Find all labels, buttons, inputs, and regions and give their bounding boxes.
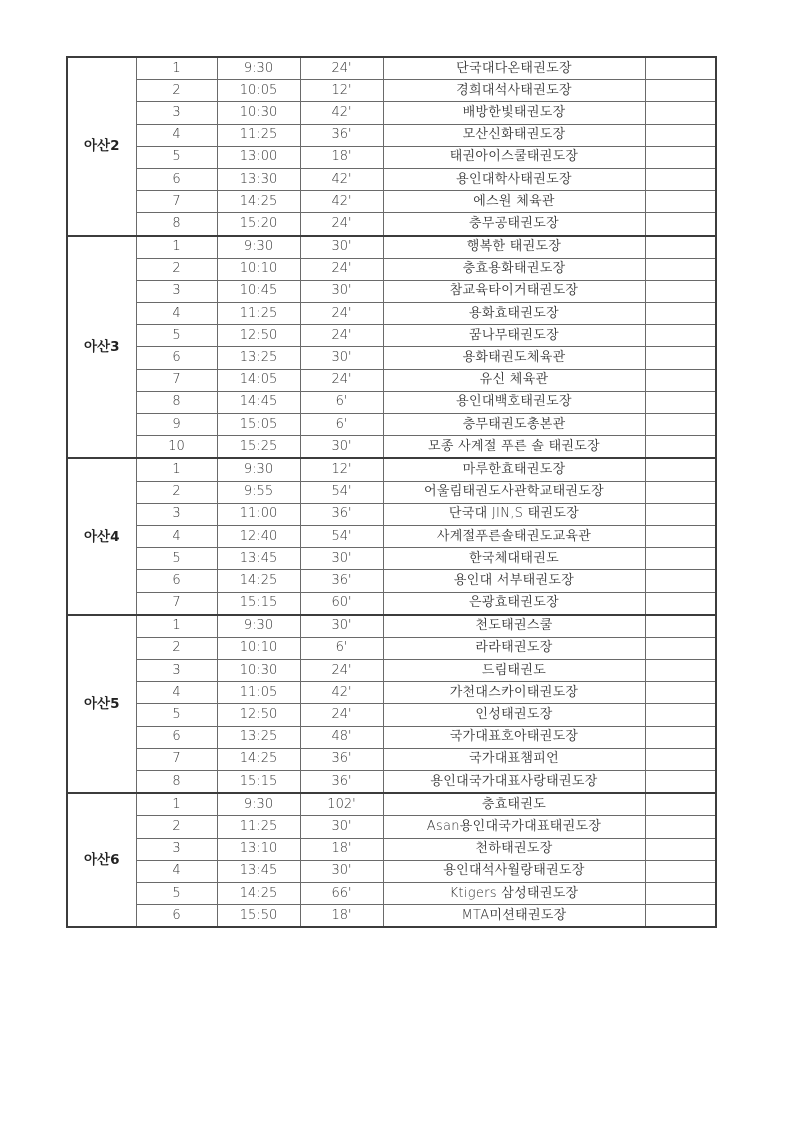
dojang-name-cell: 국가대표호아태권도장 [383,726,645,748]
duration-cell: 30' [300,816,383,838]
group-label: 아산3 [67,236,136,459]
time-cell: 15:15 [217,771,300,794]
table-row [67,748,716,770]
note-cell [645,838,716,860]
note-cell [645,860,716,882]
order-cell: 4 [136,525,217,547]
time-cell: 10:10 [217,637,300,659]
order-cell: 5 [136,882,217,904]
time-cell: 15:25 [217,436,300,459]
time-cell: 10:30 [217,102,300,124]
note-cell [645,57,716,80]
table-row [67,80,716,102]
time-cell: 9:55 [217,481,300,503]
table-row [67,882,716,904]
time-cell: 11:25 [217,303,300,325]
note-cell [645,771,716,794]
order-cell: 5 [136,146,217,168]
table-row [67,525,716,547]
order-cell: 3 [136,102,217,124]
dojang-name-cell: 모종 사계절 푸른 솔 태권도장 [383,436,645,459]
note-cell [645,391,716,413]
dojang-name-cell: 충무공태권도장 [383,213,645,236]
time-cell: 13:25 [217,726,300,748]
note-cell [645,191,716,213]
time-cell: 11:25 [217,124,300,146]
note-cell [645,258,716,280]
time-cell: 9:30 [217,236,300,259]
table-row [67,481,716,503]
note-cell [645,882,716,904]
duration-cell: 42' [300,191,383,213]
note-cell [645,748,716,770]
duration-cell: 30' [300,347,383,369]
table-row [67,347,716,369]
dojang-name-cell: 충효용화태권도장 [383,258,645,280]
duration-cell: 102' [300,793,383,816]
time-cell: 13:45 [217,548,300,570]
table-row [67,213,716,236]
note-cell [645,660,716,682]
dojang-name-cell: 에스원 체육관 [383,191,645,213]
group-label: 아산5 [67,615,136,794]
note-cell [645,124,716,146]
order-cell: 6 [136,347,217,369]
table-row [67,615,716,638]
time-cell: 9:30 [217,57,300,80]
order-cell: 7 [136,592,217,615]
note-cell [645,414,716,436]
note-cell [645,325,716,347]
table-row [67,168,716,190]
dojang-name-cell: 인성태권도장 [383,704,645,726]
duration-cell: 6' [300,414,383,436]
table-row [67,682,716,704]
order-cell: 3 [136,838,217,860]
order-cell: 7 [136,369,217,391]
duration-cell: 36' [300,748,383,770]
duration-cell: 30' [300,280,383,302]
time-cell: 14:25 [217,191,300,213]
order-cell: 4 [136,860,217,882]
dojang-name-cell: 꿈나무태권도장 [383,325,645,347]
group-label: 아산2 [67,57,136,236]
duration-cell: 42' [300,682,383,704]
dojang-name-cell: 은광효태권도장 [383,592,645,615]
note-cell [645,236,716,259]
order-cell: 4 [136,682,217,704]
dojang-name-cell: 태권아이스쿨태권도장 [383,146,645,168]
table-row [67,458,716,481]
order-cell: 8 [136,391,217,413]
duration-cell: 36' [300,124,383,146]
duration-cell: 6' [300,391,383,413]
dojang-name-cell: 국가대표챔피언 [383,748,645,770]
table-row [67,258,716,280]
duration-cell: 24' [300,325,383,347]
order-cell: 1 [136,458,217,481]
note-cell [645,682,716,704]
duration-cell: 60' [300,592,383,615]
note-cell [645,637,716,659]
duration-cell: 24' [300,660,383,682]
time-cell: 13:10 [217,838,300,860]
time-cell: 10:45 [217,280,300,302]
order-cell: 2 [136,637,217,659]
dojang-name-cell: 용인대백호태권도장 [383,391,645,413]
order-cell: 7 [136,748,217,770]
dojang-name-cell: 충효태권도 [383,793,645,816]
order-cell: 6 [136,726,217,748]
table-row [67,146,716,168]
dojang-name-cell: 가천대스카이태권도장 [383,682,645,704]
note-cell [645,570,716,592]
duration-cell: 42' [300,102,383,124]
dojang-name-cell: Asan용인대국가대표태권도장 [383,816,645,838]
table-row [67,57,716,80]
dojang-name-cell: 용인대 서부태권도장 [383,570,645,592]
order-cell: 3 [136,280,217,302]
duration-cell: 36' [300,503,383,525]
time-cell: 12:40 [217,525,300,547]
order-cell: 2 [136,258,217,280]
dojang-name-cell: 충무태권도총본관 [383,414,645,436]
dojang-name-cell: 용인대학사태권도장 [383,168,645,190]
note-cell [645,525,716,547]
table-row [67,793,716,816]
time-cell: 11:05 [217,682,300,704]
table-row [67,124,716,146]
table-row [67,325,716,347]
duration-cell: 24' [300,258,383,280]
duration-cell: 12' [300,458,383,481]
note-cell [645,80,716,102]
dojang-name-cell: 유신 체육관 [383,369,645,391]
order-cell: 6 [136,905,217,928]
order-cell: 6 [136,570,217,592]
duration-cell: 54' [300,525,383,547]
duration-cell: 12' [300,80,383,102]
duration-cell: 18' [300,838,383,860]
note-cell [645,347,716,369]
dojang-name-cell: 용인대석사월랑태권도장 [383,860,645,882]
note-cell [645,458,716,481]
note-cell [645,168,716,190]
duration-cell: 30' [300,615,383,638]
note-cell [645,280,716,302]
order-cell: 2 [136,481,217,503]
time-cell: 12:50 [217,704,300,726]
dojang-name-cell: 경희대석사태권도장 [383,80,645,102]
table-row [67,503,716,525]
dojang-name-cell: 용화효태권도장 [383,303,645,325]
table-row [67,905,716,928]
table-row [67,303,716,325]
group-label: 아산4 [67,458,136,614]
dojang-name-cell: 드림태권도 [383,660,645,682]
schedule-table [66,56,717,928]
time-cell: 14:25 [217,882,300,904]
time-cell: 13:25 [217,347,300,369]
order-cell: 5 [136,704,217,726]
duration-cell: 24' [300,57,383,80]
table-row [67,637,716,659]
order-cell: 1 [136,793,217,816]
time-cell: 14:25 [217,570,300,592]
dojang-name-cell: 천하태권도장 [383,838,645,860]
dojang-name-cell: 마루한효태권도장 [383,458,645,481]
time-cell: 15:15 [217,592,300,615]
duration-cell: 18' [300,146,383,168]
dojang-name-cell: Ktigers 삼성태권도장 [383,882,645,904]
duration-cell: 24' [300,213,383,236]
duration-cell: 24' [300,369,383,391]
note-cell [645,303,716,325]
time-cell: 11:25 [217,816,300,838]
time-cell: 10:30 [217,660,300,682]
table-row [67,236,716,259]
duration-cell: 54' [300,481,383,503]
note-cell [645,816,716,838]
group-label: 아산6 [67,793,136,927]
table-row [67,414,716,436]
note-cell [645,102,716,124]
dojang-name-cell: MTA미션태권도장 [383,905,645,928]
note-cell [645,905,716,928]
order-cell: 8 [136,213,217,236]
duration-cell: 66' [300,882,383,904]
dojang-name-cell: 어울림태권도사관학교태권도장 [383,481,645,503]
note-cell [645,481,716,503]
duration-cell: 24' [300,303,383,325]
table-row [67,592,716,615]
table-row [67,570,716,592]
order-cell: 3 [136,660,217,682]
table-row [67,391,716,413]
time-cell: 14:45 [217,391,300,413]
time-cell: 10:05 [217,80,300,102]
time-cell: 12:50 [217,325,300,347]
order-cell: 2 [136,816,217,838]
note-cell [645,704,716,726]
table-row [67,102,716,124]
dojang-name-cell: 단국대 JIN,S 태권도장 [383,503,645,525]
dojang-name-cell: 단국대다온태권도장 [383,57,645,80]
table-row [67,280,716,302]
duration-cell: 36' [300,570,383,592]
table-row [67,816,716,838]
order-cell: 7 [136,191,217,213]
table-row [67,369,716,391]
time-cell: 11:00 [217,503,300,525]
note-cell [645,726,716,748]
dojang-name-cell: 천도태권스쿨 [383,615,645,638]
time-cell: 9:30 [217,458,300,481]
note-cell [645,592,716,615]
order-cell: 4 [136,303,217,325]
table-row [67,548,716,570]
dojang-name-cell: 라라태권도장 [383,637,645,659]
table-row [67,726,716,748]
table-row [67,436,716,459]
dojang-name-cell: 참교육타이거태권도장 [383,280,645,302]
table-row [67,191,716,213]
time-cell: 13:45 [217,860,300,882]
note-cell [645,793,716,816]
time-cell: 10:10 [217,258,300,280]
order-cell: 5 [136,548,217,570]
time-cell: 9:30 [217,615,300,638]
note-cell [645,369,716,391]
note-cell [645,436,716,459]
table-row [67,771,716,794]
order-cell: 1 [136,57,217,80]
table-row [67,860,716,882]
duration-cell: 6' [300,637,383,659]
time-cell: 13:00 [217,146,300,168]
dojang-name-cell: 용화태권도체육관 [383,347,645,369]
order-cell: 5 [136,325,217,347]
schedule-page [66,56,715,928]
time-cell: 14:25 [217,748,300,770]
dojang-name-cell: 한국체대태권도 [383,548,645,570]
order-cell: 3 [136,503,217,525]
table-row [67,838,716,860]
order-cell: 1 [136,615,217,638]
order-cell: 10 [136,436,217,459]
duration-cell: 30' [300,548,383,570]
order-cell: 2 [136,80,217,102]
duration-cell: 30' [300,236,383,259]
note-cell [645,548,716,570]
schedule-body [67,57,716,927]
time-cell: 15:20 [217,213,300,236]
time-cell: 13:30 [217,168,300,190]
duration-cell: 42' [300,168,383,190]
table-row [67,660,716,682]
order-cell: 1 [136,236,217,259]
table-row [67,704,716,726]
note-cell [645,615,716,638]
order-cell: 8 [136,771,217,794]
order-cell: 4 [136,124,217,146]
duration-cell: 48' [300,726,383,748]
note-cell [645,213,716,236]
order-cell: 6 [136,168,217,190]
time-cell: 15:05 [217,414,300,436]
dojang-name-cell: 행복한 태권도장 [383,236,645,259]
dojang-name-cell: 모산신화태권도장 [383,124,645,146]
dojang-name-cell: 배방한빛태권도장 [383,102,645,124]
duration-cell: 30' [300,860,383,882]
order-cell: 9 [136,414,217,436]
time-cell: 15:50 [217,905,300,928]
duration-cell: 18' [300,905,383,928]
duration-cell: 36' [300,771,383,794]
duration-cell: 24' [300,704,383,726]
note-cell [645,146,716,168]
dojang-name-cell: 용인대국가대표사랑태권도장 [383,771,645,794]
dojang-name-cell: 사계절푸른솔태권도교육관 [383,525,645,547]
time-cell: 14:05 [217,369,300,391]
duration-cell: 30' [300,436,383,459]
note-cell [645,503,716,525]
time-cell: 9:30 [217,793,300,816]
